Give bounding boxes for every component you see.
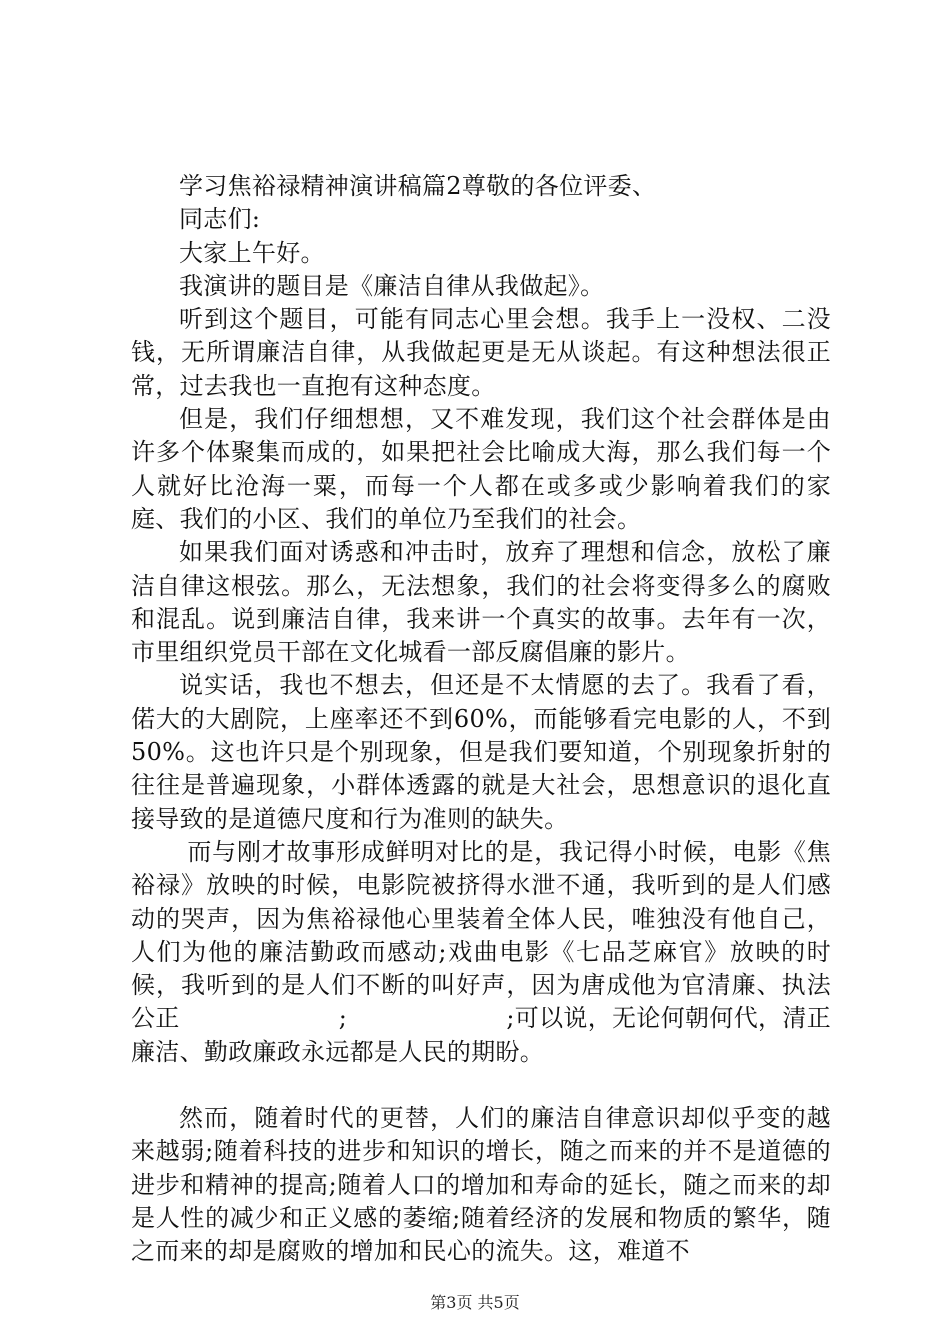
page-number-footer: 第3页 共5页 [430,1293,520,1312]
paragraph-greeting: 大家上午好。 [179,238,325,267]
paragraph-body: 但是，我们仔细想想，又不难发现，我们这个社会群体是由许多个体聚集而成的，如果把社会比喻成大海，那么我们每一个人就好比沧海一粟，而每一个人都在或多或少影响着我们的家庭、我们的小区、我们的单位乃至我们的社会。 [131,405,831,533]
paragraph-body: 如果我们面对诱惑和冲击时，放弃了理想和信念，放松了廉洁自律这根弦。那么，无法想象，我们的社会将变得多么的腐败和混乱。说到廉洁自律，我来讲一个真实的故事。去年有一次，市里组织党员干部在文化城看一部反腐倡廉的影片。 [131,538,831,667]
document-body [131,170,831,1269]
paragraph-body: 然而，随着时代的更替，人们的廉洁自律意识却似乎变的越来越弱;随着科技的进步和知识的增长，随之而来的并不是道德的进步和精神的提高;随着人口的增加和寿命的延长，随之而来的却是人性的减少和正义感的萎缩;随着经济的发展和物质的繁华，随之而来的却是腐败的增加和民心的流失。这，难道不 [131,1104,831,1266]
paragraph-salutation: 同志们: [179,205,261,234]
paragraph-topic: 我演讲的题目是《廉洁自律从我做起》。 [179,271,605,300]
paragraph-title-line: 学习焦裕禄精神演讲稿篇2尊敬的各位评委、 [179,172,657,200]
paragraph-body: 而与刚才故事形成鲜明对比的是，我记得小时候，电影《焦裕禄》放映的时候，电影院被挤得水泄不通，我听到的是人们感动的哭声，因为焦裕禄他心里装着全体人民，唯独没有他自己，人们为他的廉洁勤政而感动;戏曲电影《七品芝麻官》放映的时候，我听到的是人们不断的叫好声，因为唐成他为官清廉、执法公正 ; ;可以说，无论何朝何代，清正廉洁、勤政廉政永远都是人民的期盼。 [131,837,831,1066]
paragraph-body: 听到这个题目，可能有同志心里会想。我手上一没权、二没钱，无所谓廉洁自律，从我做起更是无从谈起。有这种想法很正常，过去我也一直抱有这种态度。 [131,305,831,400]
paragraph-body: 说实话，我也不想去，但还是不太情愿的去了。我看了看，偌大的大剧院，上座率还不到60%，而能够看完电影的人，不到50%。这也许只是个别现象，但是我们要知道，个别现象折射的往往是普遍现象，小群体透露的就是大社会，思想意识的退化直接导致的是道德尺度和行为准则的缺失。 [131,671,831,833]
